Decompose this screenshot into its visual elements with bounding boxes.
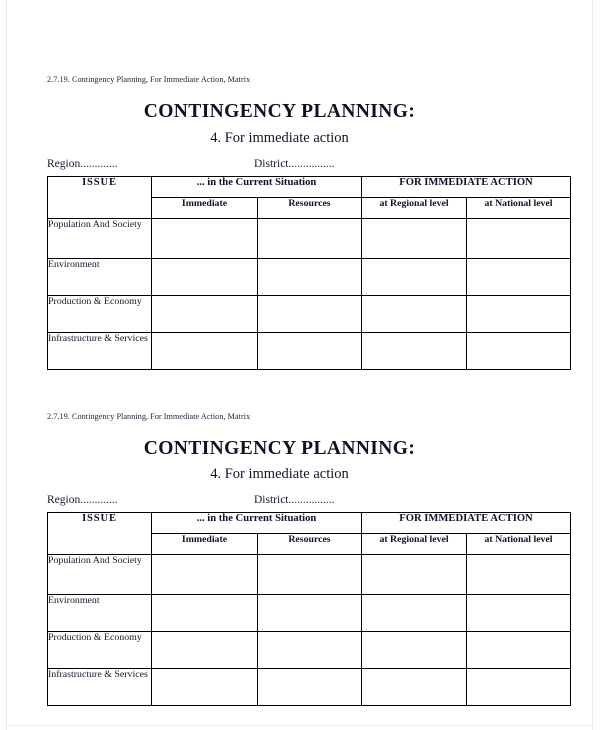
cell-resources[interactable] <box>258 218 362 258</box>
row-label-environment: Environment <box>48 595 152 632</box>
document-reference: 2.7.19. Contingency Planning, For Immediate Action, Matrix <box>47 75 251 84</box>
region-field-label[interactable]: Region............. <box>47 494 118 507</box>
cell-resources[interactable] <box>258 669 362 706</box>
page-subtitle: 4. For immediate action <box>210 129 349 146</box>
table-row <box>48 332 571 369</box>
cell-national[interactable] <box>467 632 571 669</box>
matrix-block-2 <box>47 413 570 707</box>
district-field-label[interactable]: District................ <box>254 157 335 170</box>
cell-regional[interactable] <box>362 555 467 595</box>
cell-resources[interactable] <box>258 632 362 669</box>
cell-resources[interactable] <box>258 295 362 332</box>
cell-national[interactable] <box>467 595 571 632</box>
table-row <box>48 669 571 706</box>
matrix-block-1 <box>47 0 570 370</box>
row-label-environment: Environment <box>48 258 152 295</box>
header-at-national-level: at National level <box>467 534 571 555</box>
page-subtitle: 4. For immediate action <box>210 466 349 483</box>
cell-national[interactable] <box>467 295 571 332</box>
header-at-regional-level: at Regional level <box>362 197 467 218</box>
table-row <box>48 295 571 332</box>
table-row <box>48 632 571 669</box>
cell-regional[interactable] <box>362 669 467 706</box>
cell-immediate[interactable] <box>152 555 258 595</box>
cell-regional[interactable] <box>362 332 467 369</box>
table-row <box>48 595 571 632</box>
cell-immediate[interactable] <box>152 218 258 258</box>
table-header <box>48 513 571 555</box>
region-district-line <box>47 158 570 174</box>
header-current-situation: ... in the Current Situation <box>152 176 362 197</box>
header-current-situation: ... in the Current Situation <box>152 513 362 534</box>
table-row <box>48 555 571 595</box>
header-issue: ISSUE <box>48 513 152 555</box>
header-immediate: Immediate <box>152 197 258 218</box>
page-edge-bottom <box>6 725 593 726</box>
table-row <box>48 258 571 295</box>
row-label-infrastructure-and-services: Infrastructure & Services <box>48 669 152 706</box>
cell-national[interactable] <box>467 332 571 369</box>
cell-immediate[interactable] <box>152 669 258 706</box>
cell-regional[interactable] <box>362 295 467 332</box>
table-row <box>48 218 571 258</box>
table-header-row-group <box>48 176 571 197</box>
table-body <box>48 218 571 369</box>
table-header <box>48 176 571 218</box>
row-label-infrastructure-and-services: Infrastructure & Services <box>48 332 152 369</box>
row-label-production-and-economy: Production & Economy <box>48 632 152 669</box>
header-at-national-level: at National level <box>467 197 571 218</box>
row-label-production-and-economy: Production & Economy <box>48 295 152 332</box>
cell-immediate[interactable] <box>152 258 258 295</box>
cell-national[interactable] <box>467 218 571 258</box>
cell-national[interactable] <box>467 258 571 295</box>
cell-resources[interactable] <box>258 258 362 295</box>
district-field-label[interactable]: District................ <box>254 494 335 507</box>
header-resources: Resources <box>258 534 362 555</box>
cell-immediate[interactable] <box>152 295 258 332</box>
cell-resources[interactable] <box>258 555 362 595</box>
document-reference: 2.7.19. Contingency Planning, For Immediate Action, Matrix <box>47 411 251 421</box>
row-label-population-and-society: Population And Society <box>48 218 152 258</box>
cell-regional[interactable] <box>362 258 467 295</box>
header-at-regional-level: at Regional level <box>362 534 467 555</box>
cell-regional[interactable] <box>362 595 467 632</box>
header-issue: ISSUE <box>48 176 152 218</box>
region-field-label[interactable]: Region............. <box>47 157 118 170</box>
header-for-immediate-action: FOR IMMEDIATE ACTION <box>362 176 571 197</box>
table-header-row-group <box>48 513 571 534</box>
page-title: CONTINGENCY PLANNING: <box>143 101 416 123</box>
cell-resources[interactable] <box>258 332 362 369</box>
cell-national[interactable] <box>467 555 571 595</box>
cell-immediate[interactable] <box>152 332 258 369</box>
table-body <box>48 555 571 706</box>
region-district-line <box>47 494 570 510</box>
cell-regional[interactable] <box>362 218 467 258</box>
page-title: CONTINGENCY PLANNING: <box>143 437 416 459</box>
row-label-population-and-society: Population And Society <box>48 555 152 595</box>
cell-regional[interactable] <box>362 632 467 669</box>
header-for-immediate-action: FOR IMMEDIATE ACTION <box>362 513 571 534</box>
cell-resources[interactable] <box>258 595 362 632</box>
contingency-matrix-table <box>47 512 571 706</box>
cell-national[interactable] <box>467 669 571 706</box>
cell-immediate[interactable] <box>152 595 258 632</box>
header-resources: Resources <box>258 197 362 218</box>
header-immediate: Immediate <box>152 534 258 555</box>
cell-immediate[interactable] <box>152 632 258 669</box>
contingency-matrix-table <box>47 176 571 370</box>
